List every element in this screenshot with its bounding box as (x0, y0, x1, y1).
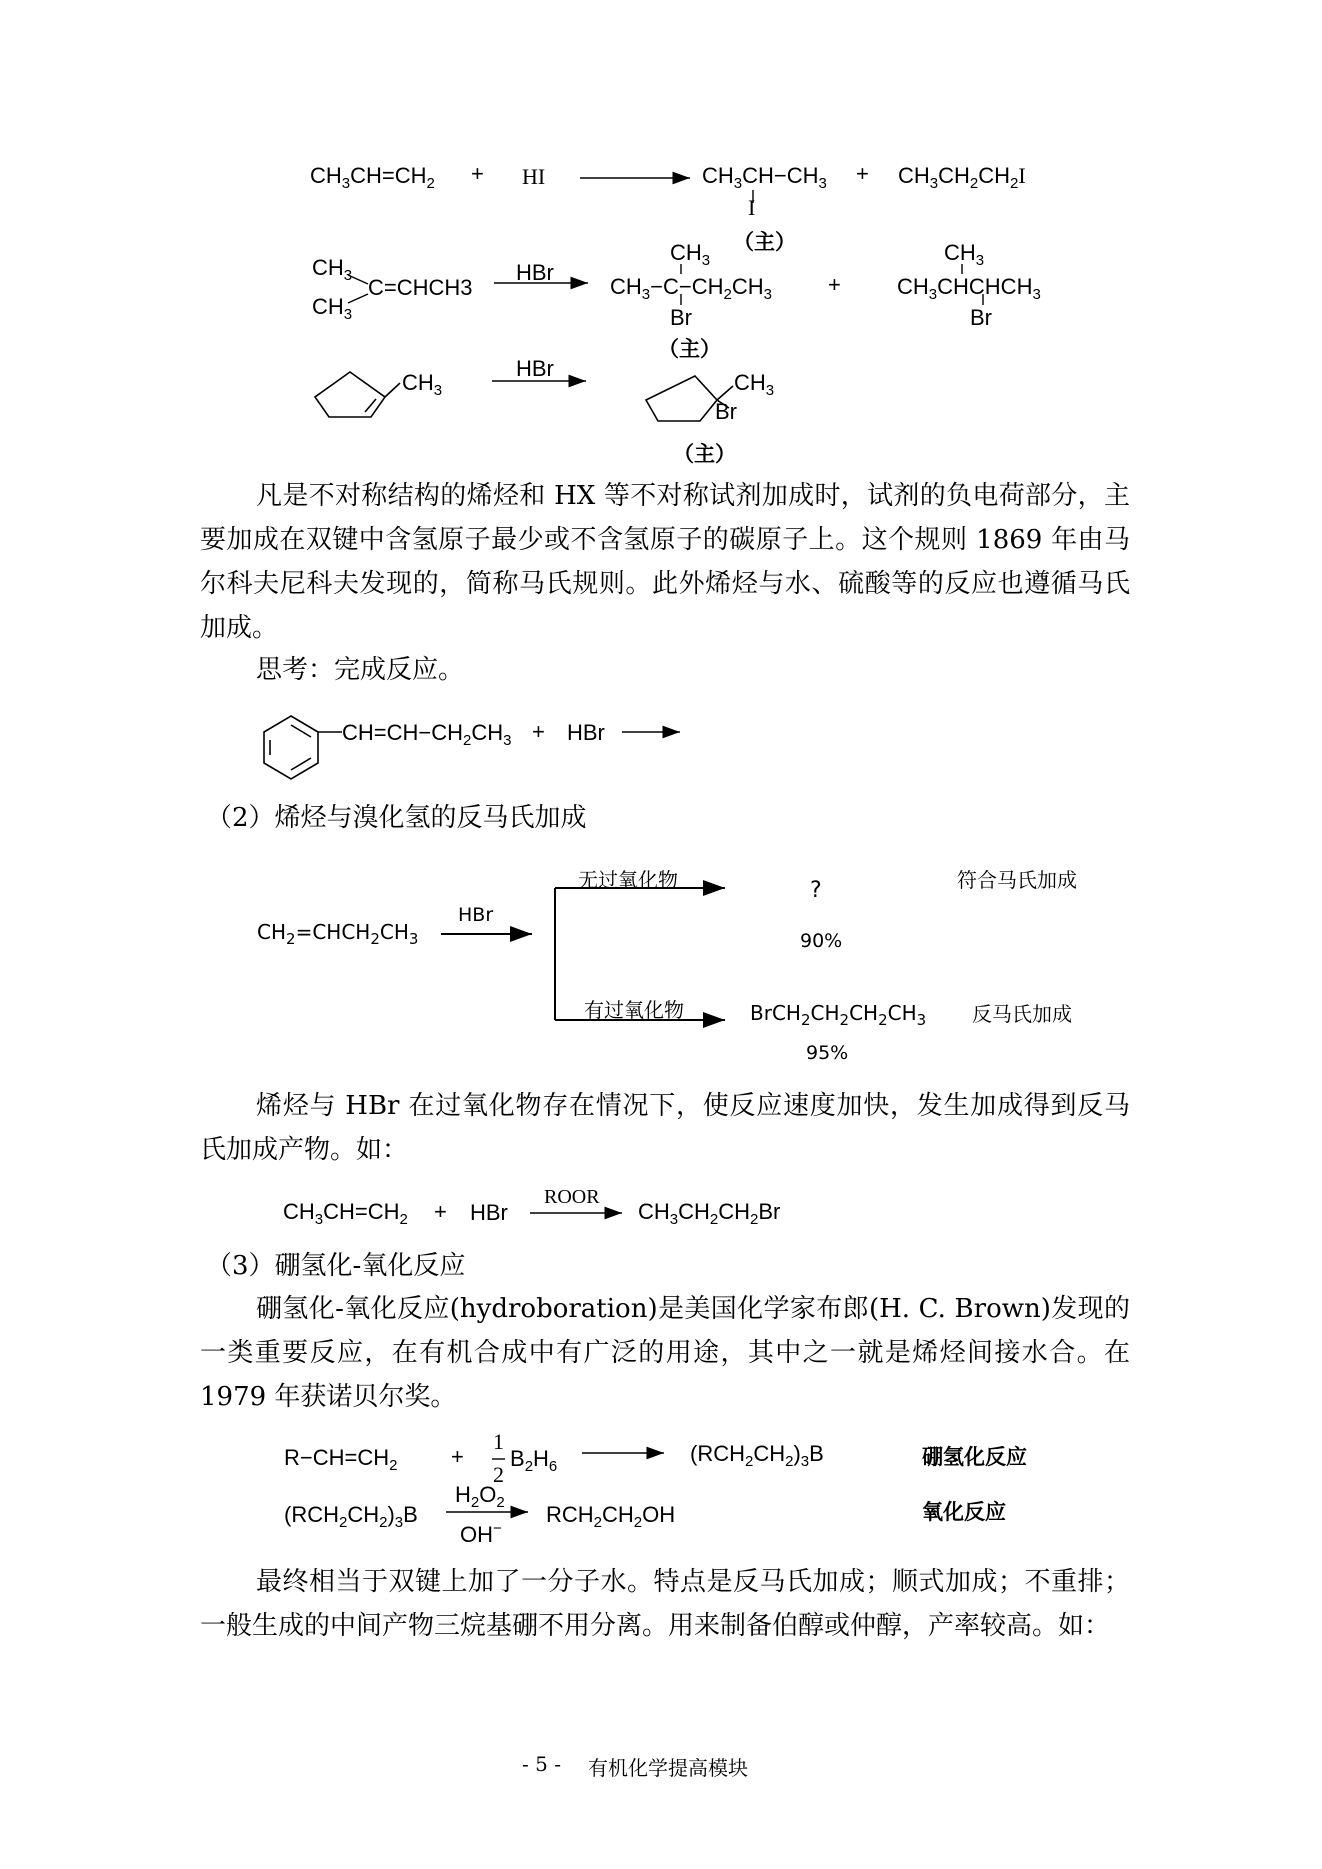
r2-product-minor-bromine: Br (970, 305, 992, 330)
think-reagent: HBr (567, 720, 605, 745)
paragraph-hydroboration-features: 最终相当于双键上加了一分子水。特点是反马氏加成；顺式加成；不重排；一般生成的中间产物三烷基硼不用分离。用来制备伯醇或仲醇，产率较高。如： (200, 1567, 1130, 1641)
plus: + (434, 1199, 447, 1224)
r2-product-minor: $CH_3CHCHCH_3$ (897, 274, 1041, 303)
peroxide-reactant: $CH_3CH=CH_2$ (283, 1199, 408, 1228)
r2-major-label: （主） (658, 337, 721, 361)
peroxide-condition: ROOR (544, 1186, 600, 1208)
hydroboration-reactant: $R-CH=CH_2$ (284, 1445, 398, 1474)
hydroboration-label: 硼氢化反应 (922, 1445, 1027, 1469)
footer-title: 有机化学提高模块 (588, 1756, 748, 1780)
r2-product-main: $CH_3-C-CH_2CH_3$ (610, 274, 772, 303)
plus: + (828, 272, 841, 297)
r1-major-label: （主） (733, 230, 796, 254)
paragraph-hydroboration: 硼氢化-氧化反应(hydroboration)是美国化学家布郎(H. C. Brown)发现的一类重要反应，在有机合成中有广泛的用途，其中之一就是烯烃间接水合。在 1979 年获诺贝尔奖。 (200, 1294, 1130, 1412)
r2-reactant-bottom: $CH_3$ (312, 294, 353, 323)
paragraph-markovnikov-rule: 凡是不对称结构的烯烃和 HX 等不对称试剂加成时，试剂的负电荷部分，主要加成在双键中含氢原子最少或不含氢原子的碳原子上。这个规则 1869 年由马尔科夫尼科夫发现的，简称马氏规则。此外烯烃与水、硫酸等的反应也遵循马氏加成。 (200, 481, 1130, 643)
fraction-numerator: 1 (493, 1429, 504, 1454)
anti-bottom-note: 反马氏加成 (972, 1002, 1072, 1026)
r2-product-main-bromine: Br (670, 305, 692, 330)
anti-reactant: $CH_2=CHCH_2CH_3$ (257, 920, 419, 948)
hydroboration-reagent: $B_2H_6$ (510, 1446, 558, 1475)
r1-reagent: HI (522, 164, 546, 189)
r2-product-main-top: $CH_3$ (670, 240, 711, 269)
fraction-denominator: 2 (493, 1462, 504, 1487)
anti-reagent: HBr (458, 904, 494, 926)
r1-reactant: $CH_3CH=CH_2$ (310, 163, 435, 192)
r3-major-label: （主） (673, 442, 736, 466)
page-number: - 5 - (522, 1752, 561, 1776)
anti-bottom-product: $BrCH_2CH_2CH_2CH_3$ (750, 1001, 927, 1029)
r2-reactant-mid: C=CHCH3 (368, 275, 473, 300)
oxidation-product: $RCH_2CH_2OH$ (546, 1502, 676, 1531)
section-heading-anti-markovnikov: （2）烯烃与溴化氢的反马氏加成 (206, 803, 587, 833)
plus: + (856, 161, 869, 186)
anti-bottom-yield: 95% (806, 1042, 849, 1064)
r3-product-bromine: Br (715, 399, 737, 424)
anti-bottom-condition: 有过氧化物 (584, 998, 684, 1022)
r2-reagent: HBr (516, 260, 554, 285)
think-reactant-chain: $CH=CH-CH_2CH_3$ (342, 720, 512, 749)
r2-product-minor-top: $CH_3$ (944, 240, 985, 269)
methylcyclopentene-ring (315, 372, 400, 417)
anti-top-note: 符合马氏加成 (957, 868, 1077, 892)
hydroboration-product: $(RCH_2CH_2)_3B$ (690, 1441, 824, 1470)
anti-top-condition: 无过氧化物 (578, 868, 678, 892)
r1-product-minor: $CH_3CH_2CH_2I$ (898, 163, 1026, 192)
r3-reagent: HBr (516, 356, 554, 381)
plus: + (451, 1444, 464, 1469)
oxidation-label: 氧化反应 (922, 1500, 1006, 1524)
oxidation-condition-top: $H_2O_2$ (455, 1482, 505, 1511)
r1-product-main: $CH_3CH-CH_3$ (702, 163, 827, 192)
think-prompt: 思考：完成反应。 (256, 655, 465, 685)
plus: + (471, 161, 484, 186)
r3-methyl: $CH_3$ (402, 370, 443, 399)
r3-product-methyl: $CH_3$ (734, 370, 775, 399)
section-heading-hydroboration: （3）硼氢化-氧化反应 (206, 1251, 466, 1281)
r1-product-main-iodine: I (748, 195, 756, 220)
anti-top-product: ? (810, 878, 822, 903)
oxidation-condition-bottom: OH− (460, 1520, 502, 1547)
r2-reactant-top: $CH_3$ (312, 255, 353, 284)
benzene-ring (264, 716, 342, 779)
oxidation-reactant: $(RCH_2CH_2)_3B$ (284, 1502, 418, 1531)
anti-top-yield: 90% (800, 930, 843, 952)
peroxide-product: $CH_3CH_2CH_2Br$ (638, 1199, 781, 1228)
plus: + (532, 719, 545, 744)
peroxide-reagent: HBr (470, 1200, 508, 1225)
paragraph-peroxide-effect: 烯烃与 HBr 在过氧化物存在情况下，使反应速度加快，发生加成得到反马氏加成产物。如： (200, 1091, 1130, 1165)
